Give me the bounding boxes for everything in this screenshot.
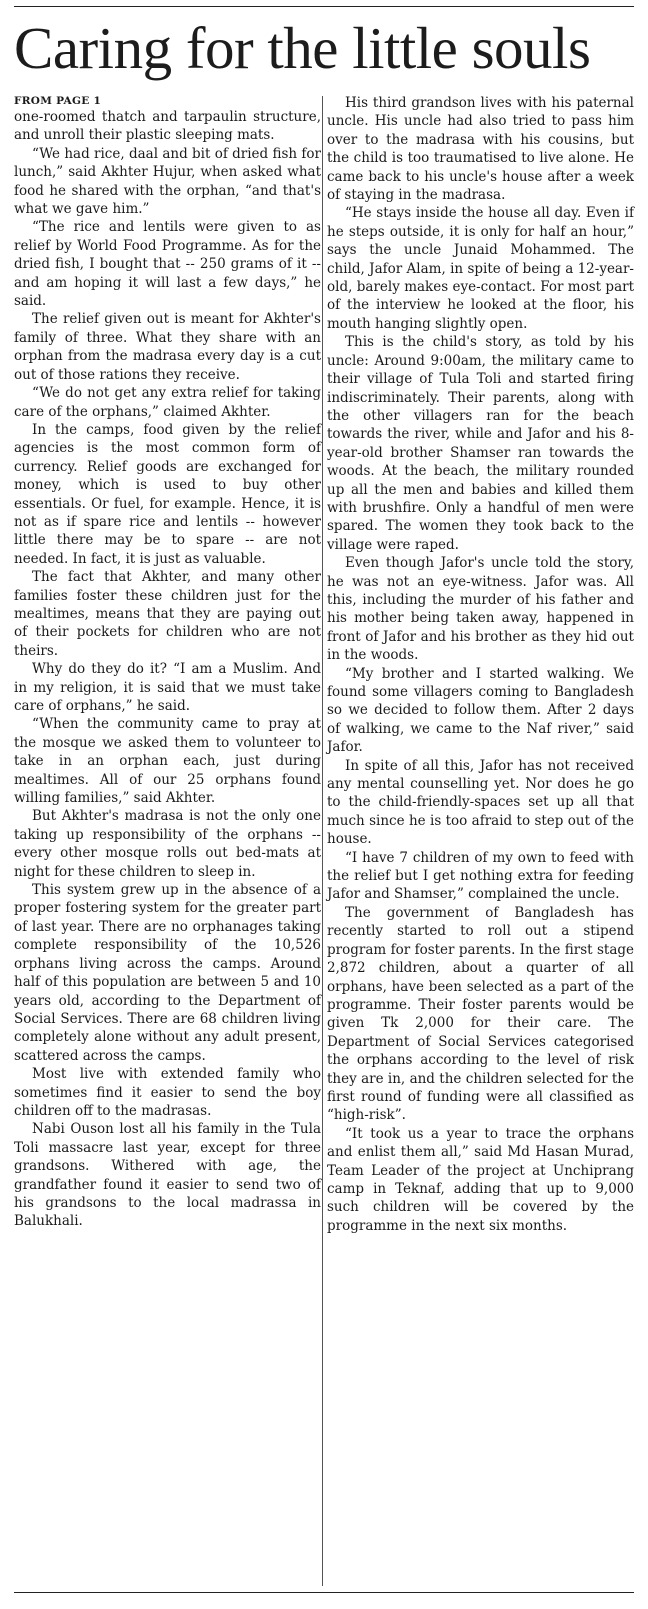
paragraph: “The rice and lentils were given to as relief by World Food Programme. As for the dried fish, I bought that -- 250 grams of it -- and am hoping it will last a few days,” he said. [14, 219, 321, 310]
paragraph: The fact that Akhter, and many other families foster these children just for the mealtimes, means that they are paying out of their pockets for children who are not theirs. [14, 569, 321, 659]
bottom-rule [14, 1592, 634, 1593]
right-column [327, 94, 634, 1235]
top-rule [14, 6, 634, 7]
paragraph: Even though Jafor's uncle told the story, he was not an eye-witness. Jafor was. All this, including the murder of his father and his mother being taken away, happened in front of Jafor and his brother as they hid out in the woods. [327, 555, 634, 664]
paragraph: Most live with extended family who sometimes find it easier to send the boy children off to the madrasas. [14, 1066, 321, 1119]
paragraph: one-roomed thatch and tarpaulin structure, and unroll their plastic sleeping mats. [14, 109, 321, 144]
paragraph: Why do they do it? “I am a Muslim. And in my religion, it is said that we must take care of orphans,” he said. [14, 661, 321, 714]
paragraph: Nabi Ouson lost all his family in the Tula Toli massacre last year, except for three grandsons. Withered with age, the grandfather found it easier to send two of his grandsons to the local madrassa in Balukhali. [14, 1121, 321, 1230]
paragraph: In the camps, food given by the relief agencies is the most common form of currency. Relief goods are exchanged for money, which is used to buy other essentials. Or fuel, for example. Hence, it is not as if spare rice and lentils -- however little there may be to spare -- are not needed. In fact, it is just as valuable. [14, 421, 321, 567]
continued-from-label: FROM PAGE 1 [14, 95, 102, 107]
paragraph: But Akhter's madrasa is not the only one taking up responsibility of the orphans -- every other mosque rolls out bed-mats at night for these children to sleep in. [14, 808, 321, 880]
paragraph: “It took us a year to trace the orphans and enlist them all,” said Md Hasan Murad, Team Leader of the project at Unchiprang camp in Teknaf, adding that up to 9,000 such children will be covered by the programme in the next six months. [327, 1125, 634, 1234]
paragraph: “My brother and I started walking. We found some villagers coming to Bangladesh so we decided to follow them. After 2 days of walking, we came to the Naf river,” said Jafor. [327, 665, 634, 756]
paragraph: “We had rice, daal and bit of dried fish for lunch,” said Akhter Hujur, when asked what food he shared with the orphan, “and that's what we gave him.” [14, 145, 321, 218]
paragraph: The government of Bangladesh has recently started to roll out a stipend program for foster parents. In the first stage 2,872 children, about a quarter of all orphans, have been selected as a part of the programme. Their foster parents would be given Tk 2,000 for their care. The Department of Social Services categorised the orphans according to the level of risk they are in, and the children selected for the first round of funding were all classified as “high-risk”. [327, 904, 634, 1124]
column-divider [322, 96, 323, 1586]
paragraph: “I have 7 children of my own to feed with the relief but I get nothing extra for feeding Jafor and Shamser,” complained the uncle. [327, 849, 634, 903]
headline: Caring for the little souls [14, 15, 591, 81]
paragraph: “When the community came to pray at the mosque we asked them to volunteer to take in an orphan each, just during mealtimes. All of our 25 orphans found willing families,” said Akhter. [14, 716, 321, 807]
paragraph: The relief given out is meant for Akhter's family of three. What they share with an orphan from the madrasa every day is a cut out of those rations they receive. [14, 311, 321, 383]
left-column [14, 94, 321, 1231]
paragraph: “We do not get any extra relief for taking care of the orphans,” claimed Akhter. [14, 385, 321, 420]
paragraph: This is the child's story, as told by his uncle: Around 9:00am, the military came to their village of Tula Toli and started firing indiscriminately. Their parents, along with the other villagers ran for the beach towards the river, while and Jafor and his 8-year-old brother Shamser ran towards the woods. At the beach, the military rounded up all the men and babies and killed them with brushfire. Only a handful of men were spared. The women they took back to the village were raped. [327, 334, 634, 553]
paragraph: In spite of all this, Jafor has not received any mental counselling yet. Nor does he go to the child-friendly-spaces set up all that much since he is too afraid to step out of the house. [327, 757, 634, 848]
paragraph: His third grandson lives with his paternal uncle. His uncle had also tried to pass him over to the madrasa with his cousins, but the child is too traumatised to live alone. He came back to his uncle's house after a week of staying in the madrasa. [327, 95, 634, 204]
paragraph: “He stays inside the house all day. Even if he steps outside, it is only for half an hour,” says the uncle Junaid Mohammed. The child, Jafor Alam, in spite of being a 12-year-old, barely makes eye-contact. For most part of the interview he looked at the floor, his mouth hanging slightly open. [327, 205, 634, 332]
paragraph: This system grew up in the absence of a proper fostering system for the greater part of last year. There are no orphanages taking complete responsibility of the 10,526 orphans living across the camps. Around half of this population are between 5 and 10 years old, according to the Department of Social Services. There are 68 children living completely alone without any adult present, scattered across the camps. [14, 882, 321, 1064]
